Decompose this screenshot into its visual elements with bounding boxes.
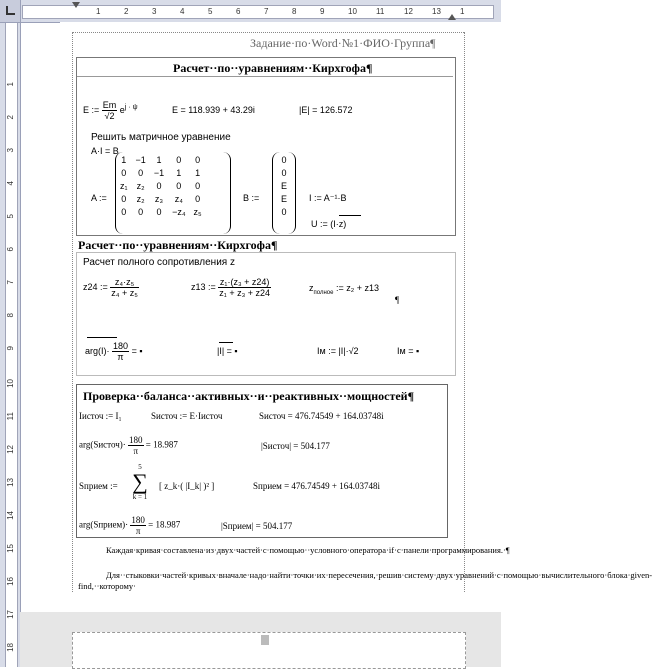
sreceive-lhs: Sприем := (79, 481, 118, 491)
ruler-number: 7 (264, 7, 269, 16)
abs-ssource: |Sисточ| = 504.177 (261, 441, 330, 451)
sigma-icon: ∑ (132, 469, 148, 494)
ruler-number: 6 (6, 247, 15, 252)
matrix-cell: z₂ (136, 194, 145, 204)
pilcrow-mark: ¶ (395, 295, 400, 305)
vector-cell: 0 (281, 168, 287, 178)
ruler-number: 8 (6, 313, 15, 318)
left-margin-guide (72, 32, 73, 592)
header-marker-icon (261, 635, 269, 645)
ruler-number: 13 (432, 7, 441, 16)
ruler-tab-marker[interactable] (72, 2, 80, 8)
mathcad-region-impedance[interactable] (76, 252, 456, 376)
solve-label: Решить матричное уравнение (91, 132, 231, 143)
sum-body: [ z_k·( |I_k| )² ] (159, 481, 215, 491)
zfull-definition: $z_{полное}$ := z₂ + z13 (309, 283, 379, 296)
arg-i-expression: arg(I)· $\frac{180}{\pi}$ = ▪ (85, 341, 143, 362)
matrix-cell: 0 (176, 181, 182, 191)
matrix-cell: 1 (121, 155, 127, 165)
ruler-number: 4 (180, 7, 185, 16)
ruler-number: 15 (6, 544, 15, 553)
matrix-cell: 0 (176, 155, 182, 165)
matrix-row (116, 193, 206, 206)
vector-cell: E (280, 194, 287, 204)
ruler-number: 5 (6, 214, 15, 219)
section-title-3: Проверка··баланса··активных··и··реактивных··мощностей¶ (83, 389, 415, 403)
ruler-number: 16 (6, 577, 15, 586)
ruler-number: 11 (376, 7, 385, 16)
page-header-text[interactable]: Задание·по·Word·№1·ФИО·Группа¶ (250, 36, 436, 50)
matrix-cell: −1 (153, 168, 165, 178)
ruler-number: 6 (236, 7, 241, 16)
ruler-number: 2 (124, 7, 129, 16)
tab-selector-button[interactable] (0, 0, 21, 23)
vector-cell: 0 (281, 155, 287, 165)
matrix-cell: 0 (195, 155, 201, 165)
abs-sreceive: |Sприем| = 504.177 (221, 521, 293, 531)
matrix-row (116, 154, 206, 167)
vertical-ruler[interactable] (0, 22, 21, 667)
matrix-cell: 0 (138, 168, 144, 178)
im-value: Iм = ▪ (397, 346, 420, 356)
arg-sreceive: arg(Sприем)· $\frac{180}{\pi}$ = 18.987 (79, 515, 181, 536)
i-expression: I := A⁻¹·B (309, 193, 347, 203)
ruler-number: 1 (96, 7, 101, 16)
z24-definition: z24 := $\frac{\text{z₄·z₅}}{\text{z₄ + z₅}}$ (83, 277, 138, 298)
abs-i-expression: |I| = ▪ (217, 346, 238, 356)
ruler-number: 17 (6, 610, 15, 619)
u-expression: U := (I·z) (311, 219, 347, 229)
matrix-row (116, 167, 206, 180)
vector-arrow (87, 337, 117, 338)
paragraph-intersection[interactable]: Для··стыковки·частей·кривых·вначале·надо·найти·точки·их·пересечения,·решив·систему·двух·уравнений·с·помощью·вычислительного·блока·given-find,··которому· (78, 570, 652, 591)
ruler-track (22, 5, 494, 19)
e-abs-value: |E| = 126.572 (299, 105, 353, 115)
summation: 5 ∑ k = 1 (123, 463, 157, 507)
b-label: B := (243, 193, 260, 203)
matrix-row (116, 180, 206, 193)
matrix-cell: 0 (195, 194, 201, 204)
ruler-number: 1 (460, 7, 465, 16)
matrix-cell: 0 (195, 181, 201, 191)
matrix-cell: 0 (121, 207, 127, 217)
ruler-number: 11 (6, 412, 15, 421)
matrix-cell: 0 (156, 207, 162, 217)
ruler-number: 5 (208, 7, 213, 16)
ssource-value: Sисточ = 476.74549 + 164.03748i (259, 411, 384, 421)
ruler-number: 7 (6, 280, 15, 285)
matrix-cell: 0 (138, 207, 144, 217)
ruler-number: 9 (320, 7, 325, 16)
horizontal-ruler[interactable] (0, 0, 501, 23)
ruler-number: 4 (6, 181, 15, 186)
ruler-number: 12 (6, 445, 15, 454)
matrix-cell: 1 (195, 168, 201, 178)
e-definition: E := $\frac{Em}{√2}$ $e^{j \cdot \psi}$ (83, 100, 138, 121)
impedance-subtitle: Расчет полного сопротивления z (83, 257, 235, 268)
ruler-number: 8 (292, 7, 297, 16)
ruler-number: 10 (6, 379, 15, 388)
ruler-number: 3 (152, 7, 157, 16)
mathcad-region-power-balance[interactable] (76, 384, 448, 538)
ruler-number: 1 (6, 82, 15, 87)
matrix-cell: 1 (176, 168, 182, 178)
next-page-header-area[interactable] (72, 632, 466, 669)
vector-arrow (339, 215, 361, 216)
paragraph-curve-description[interactable]: Каждая·кривая·составлена·из·двух·частей·с·помощью··условного·оператора·if·с·панели·программирования.·¶ (106, 545, 510, 555)
arg-ssource: arg(Sисточ)· $\frac{180}{\pi}$ = 18.987 (79, 435, 178, 456)
matrix-equation: A·I = B (91, 146, 119, 156)
ruler-number: 10 (348, 7, 357, 16)
matrix-cell: 0 (121, 194, 127, 204)
matrix-cell: z₅ (193, 207, 202, 217)
isource-def: Iисточ := I₁ (79, 411, 122, 421)
matrix-cell: z₁ (120, 181, 128, 191)
mathcad-region-kirchhoff[interactable] (76, 57, 456, 236)
sreceive-value: Sприем = 476.74549 + 164.03748i (253, 481, 380, 491)
matrix-row (116, 206, 206, 219)
ruler-number: 14 (6, 511, 15, 520)
ruler-number: 2 (6, 115, 15, 120)
ruler-right-indent-marker[interactable] (448, 14, 456, 20)
a-matrix (115, 152, 231, 234)
matrix-cell: 0 (121, 168, 127, 178)
ssource-def: Sисточ := E·Iисточ (151, 411, 223, 421)
vector-cell: 0 (281, 207, 287, 217)
tab-stop-icon (6, 6, 15, 15)
matrix-cell: z₃ (154, 194, 164, 204)
z13-definition: z13 := $\frac{\text{z₁·(z₃ + z24)}}{\text{z₁ + z₃ + z24}}$ (191, 277, 271, 298)
matrix-cell: −1 (135, 155, 146, 165)
matrix-cell: 0 (156, 181, 162, 191)
ruler-number: 3 (6, 148, 15, 153)
section-title-2: Расчет··по··уравнениям··Кирхгофа¶ (78, 238, 278, 252)
top-margin-guide (72, 32, 464, 33)
ruler-number: 18 (6, 643, 15, 652)
a-label: A := (91, 193, 107, 203)
matrix-cell: z₂ (136, 181, 145, 191)
b-vector (272, 152, 296, 234)
divider (77, 76, 453, 77)
section-title: Расчет··по··уравнениям··Кирхгофа¶ (173, 61, 373, 75)
matrix-cell: −z₄ (172, 207, 186, 217)
ruler-number: 9 (6, 346, 15, 351)
right-margin-guide (464, 32, 465, 592)
matrix-cell: z₄ (174, 194, 183, 204)
vector-cell: E (280, 181, 287, 191)
vector-arrow (219, 342, 233, 343)
im-expression: Iм := |I|·√2 (317, 346, 359, 356)
ruler-number: 12 (404, 7, 413, 16)
ruler-number: 13 (6, 478, 15, 487)
matrix-cell: 1 (156, 155, 162, 165)
e-value: E = 118.939 + 43.29i (172, 105, 255, 115)
